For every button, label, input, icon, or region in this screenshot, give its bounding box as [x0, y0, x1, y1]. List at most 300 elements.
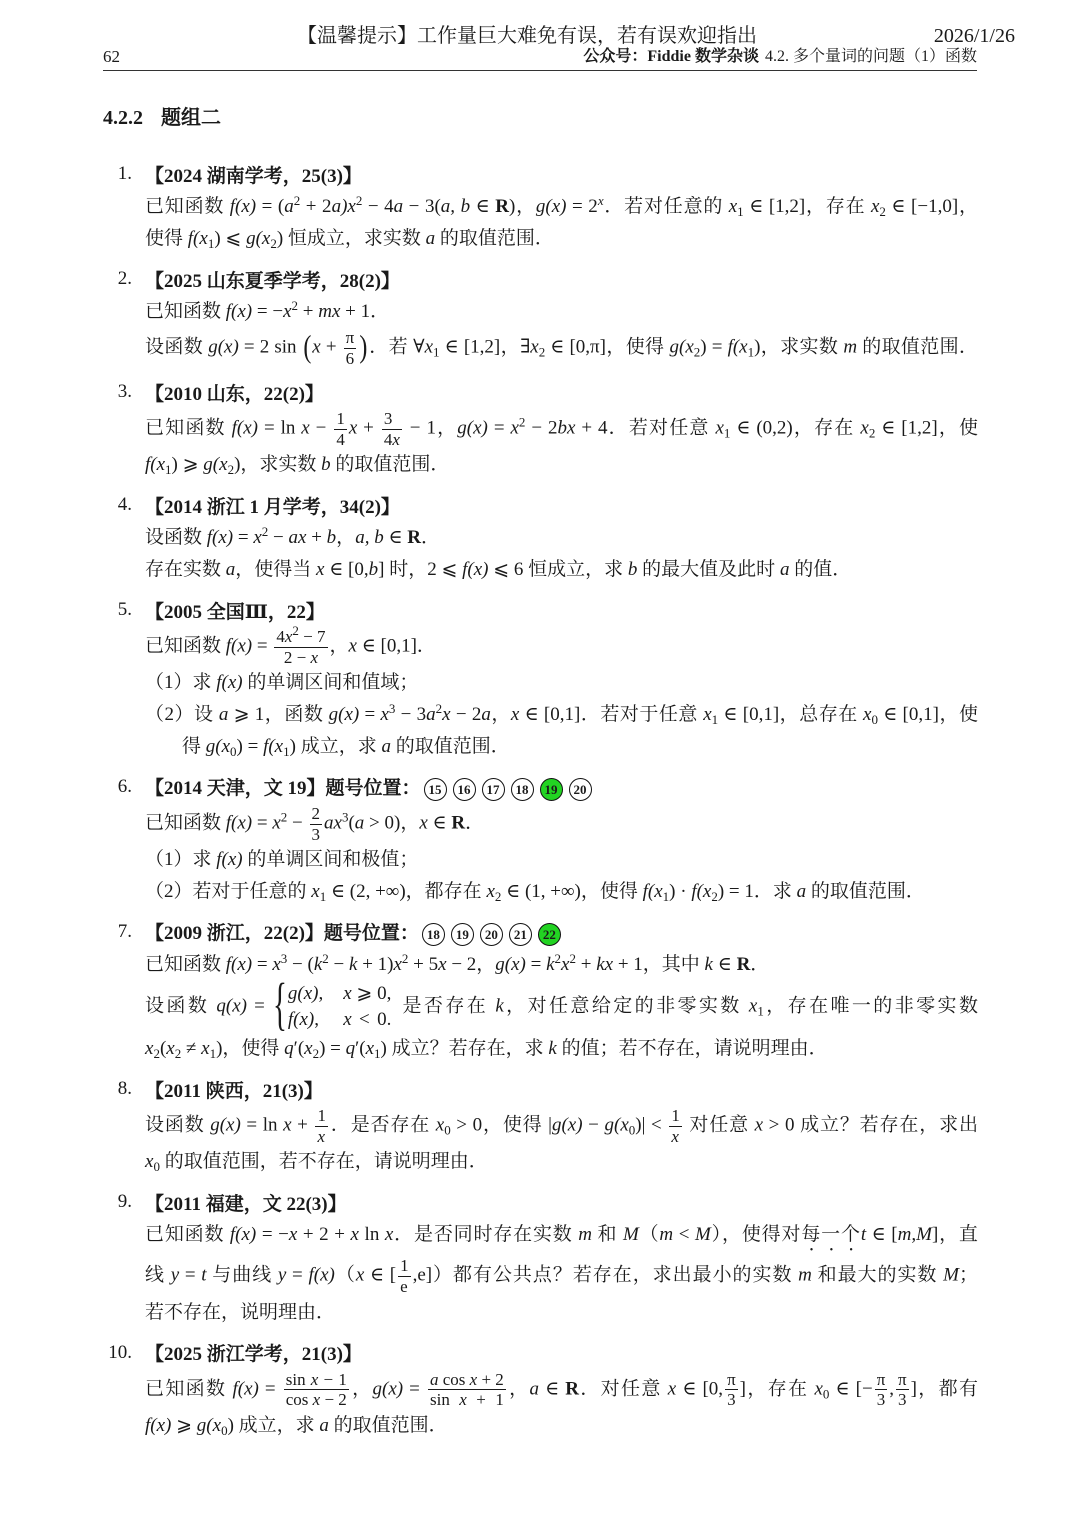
- problem-source: [145, 1076, 323, 1103]
- problem-header-row: [103, 1336, 977, 1370]
- text-run: ∈: [539, 1377, 566, 1399]
- text-run: = ln: [240, 1114, 284, 1136]
- text-run: ，对任意给定的非零实数: [503, 995, 749, 1017]
- fraction: [315, 1106, 328, 1146]
- problem-item: [103, 593, 977, 763]
- subscript: 2: [868, 425, 876, 441]
- text-run: −: [287, 812, 308, 834]
- problem-text-line: [145, 1297, 978, 1329]
- cases-condition: [323, 1007, 391, 1033]
- text-run: = (: [256, 196, 285, 217]
- text-run: − 2: [525, 417, 558, 439]
- problem-text-line: [145, 296, 978, 328]
- math-italic: b: [368, 559, 379, 581]
- math-italic: k: [495, 995, 504, 1017]
- circled-number: 20: [569, 778, 592, 801]
- text-run: − (: [287, 954, 314, 976]
- problem-header-row: [103, 375, 977, 409]
- text-run: =: [252, 635, 273, 657]
- text-run: +: [306, 527, 327, 549]
- text-run: ∈ [0,1]，使: [877, 704, 978, 726]
- text-run: π: [727, 1369, 736, 1389]
- subscript: 2: [693, 344, 701, 360]
- math-italic: ax: [324, 812, 342, 834]
- math-italic: x: [728, 196, 738, 217]
- math-italic: f(x): [145, 1414, 172, 1436]
- text-run: ′(: [355, 1038, 366, 1060]
- text-run: ，: [507, 1377, 530, 1399]
- math-italic: g(x): [287, 983, 319, 1005]
- fraction-denominator: [896, 1390, 909, 1410]
- subscript: 0: [221, 1422, 228, 1438]
- problem-text-line: [145, 554, 978, 586]
- text-run: )，求实数: [754, 336, 844, 358]
- text-run: 的最大值及此时: [637, 559, 780, 581]
- math-italic: x: [348, 635, 357, 657]
- subscript: 2: [494, 889, 502, 905]
- math-italic: a, b: [440, 196, 471, 217]
- math-italic: x: [365, 1038, 375, 1060]
- text-run: 的取值范围．: [435, 228, 554, 249]
- math-italic: x: [510, 417, 519, 439]
- problem-text-line: [145, 1219, 978, 1256]
- text-run: π: [345, 328, 355, 347]
- text-run: ⩾: [171, 1414, 197, 1436]
- math-italic: g(x): [457, 417, 488, 439]
- text-run: 的取值范围．: [806, 881, 925, 903]
- subscript: 0: [871, 712, 878, 728]
- text-run: −: [268, 527, 289, 549]
- text-run: ∈ [0,: [324, 559, 369, 581]
- text-run: ) 恒成立，求实数: [276, 228, 426, 249]
- fraction: [284, 1370, 349, 1410]
- text-run: − 2，: [446, 954, 496, 976]
- text-run: 得: [182, 736, 206, 758]
- text-run: + 1．: [340, 301, 390, 322]
- text-run: 的取值范围．: [328, 1414, 448, 1436]
- math-italic: f(x): [229, 196, 257, 217]
- problem-header-row: [103, 262, 977, 296]
- text-run: 3: [383, 409, 393, 429]
- text-run: − 3: [395, 704, 427, 726]
- text-run: ∈ [1,2]，∃: [439, 336, 531, 358]
- problem-text-line: [145, 623, 978, 667]
- math-italic: y: [277, 1264, 287, 1286]
- text-run: 设函数: [145, 527, 207, 549]
- text-run: ．是否同时存在实数: [393, 1224, 579, 1246]
- text-run: ) 成立，求: [289, 736, 382, 758]
- text-run: 【2011 福建，文 22(3)】: [145, 1193, 347, 1215]
- problem-text-line: [145, 449, 978, 481]
- math-italic: t: [201, 1264, 207, 1286]
- math-italic: m,M: [897, 1224, 932, 1246]
- math-italic: a: [796, 881, 807, 903]
- text-run: ，存在唯一的非零实数: [763, 995, 978, 1017]
- text-run: − 7: [298, 627, 326, 647]
- text-run: ．是否存在: [329, 1114, 436, 1136]
- text-run: 4: [336, 429, 345, 449]
- text-run: ∈ (0,2)，存在: [730, 417, 861, 439]
- problem-number: 1.: [117, 163, 132, 184]
- piecewise-cases: [273, 971, 392, 1037]
- text-run: 已知函数: [145, 301, 226, 322]
- text-run: + 2: [300, 196, 332, 217]
- text-run: 1: [317, 1106, 326, 1126]
- text-run: =: [359, 704, 381, 726]
- superscript: 3: [388, 701, 396, 717]
- superscript: 3: [280, 951, 288, 967]
- math-bold: R: [736, 954, 751, 976]
- text-run: sin: [430, 1390, 460, 1410]
- circled-number: 18: [422, 923, 445, 946]
- page-number: 62: [103, 47, 120, 66]
- problem-header-row: [103, 1185, 977, 1219]
- math-italic: y: [170, 1264, 180, 1286]
- math-italic: x: [284, 627, 293, 647]
- fraction-denominator: [428, 1390, 506, 1410]
- section-number: 4.2.2: [103, 107, 143, 129]
- subscript: 1: [319, 889, 327, 905]
- problem-text-line: [145, 1410, 978, 1442]
- superscript: 2: [322, 951, 329, 967]
- problem-source: [145, 773, 595, 801]
- subscript: 2: [227, 462, 235, 478]
- fraction-numerator: [284, 1370, 349, 1391]
- problem-source: [145, 1189, 347, 1216]
- math-italic: x: [814, 1377, 823, 1399]
- text-run: ∈ (2, +∞)，都存在: [326, 881, 487, 903]
- text-run: )，求实数: [234, 454, 322, 476]
- circled-number: 15: [424, 778, 447, 801]
- fraction-numerator: [896, 1370, 909, 1391]
- fraction-numerator: [334, 409, 347, 430]
- left-brace: {: [273, 971, 287, 1037]
- text-run: ⩾ 0,: [351, 983, 392, 1005]
- math-italic: x: [166, 1038, 175, 1060]
- subscript: 1: [433, 344, 440, 360]
- math-italic: M: [695, 1224, 711, 1246]
- problem-item: [103, 157, 977, 255]
- text-run: =: [247, 995, 273, 1017]
- math-bold: R: [451, 812, 466, 834]
- fraction-numerator: [274, 623, 327, 648]
- circled-number: 21: [509, 923, 532, 946]
- math-italic: a: [381, 736, 391, 758]
- text-run: )| <: [635, 1114, 668, 1136]
- fraction: [334, 409, 347, 449]
- subscript: 1: [207, 235, 215, 251]
- text-run: −: [309, 417, 333, 439]
- math-italic: q: [284, 1038, 294, 1060]
- text-run: cos: [285, 1390, 313, 1410]
- math-italic: f(x): [229, 1224, 257, 1246]
- math-italic: x: [316, 559, 325, 581]
- text-run: ∈ [: [364, 1264, 397, 1286]
- problem-text-line: [145, 971, 978, 1037]
- fraction-numerator: [382, 409, 402, 430]
- fraction: [310, 804, 323, 844]
- superscript: 2: [554, 951, 562, 967]
- problem-text-line: [145, 409, 978, 449]
- text-run: + 1): [357, 954, 394, 976]
- math-italic: x: [288, 1224, 298, 1246]
- subscript: 1: [723, 425, 731, 441]
- text-run: 3: [898, 1390, 907, 1410]
- fraction-denominator: [398, 1277, 411, 1297]
- math-italic: f(x: [642, 881, 663, 903]
- text-run: ⩽ 6 恒成立，求: [488, 559, 628, 581]
- math-italic: x: [435, 1114, 445, 1136]
- text-run: 的取值范围，若不存在，请说明理由．: [159, 1151, 488, 1173]
- math-italic: k: [546, 954, 555, 976]
- cases-row: [288, 1007, 391, 1033]
- circled-number: 17: [482, 778, 505, 801]
- math-italic: x: [419, 812, 428, 834]
- problem-text-line: [145, 699, 978, 731]
- subscript: 0: [230, 744, 237, 760]
- text-run: ∈ [1,2]，存在: [743, 196, 871, 217]
- text-run: + 2 +: [297, 1224, 351, 1246]
- text-run: 设函数: [145, 995, 217, 1017]
- problem-source: [145, 379, 324, 406]
- math-italic: x: [530, 336, 539, 358]
- text-run: 【2024 湖南学考，25(3)】: [145, 165, 362, 187]
- superscript: 2: [401, 951, 409, 967]
- math-italic: q: [345, 1038, 356, 1060]
- text-run: ；: [958, 1264, 978, 1286]
- text-run: 【2014 浙江 1 月学考，34(2)】: [145, 496, 400, 518]
- text-run: ) ⩾: [171, 454, 204, 476]
- text-run: − 2: [320, 1390, 347, 1410]
- math-italic: x: [561, 954, 570, 976]
- problem-text-line: [145, 1106, 978, 1146]
- text-run: 使得: [145, 228, 188, 249]
- text-run: ，: [329, 635, 349, 657]
- math-italic: f(x): [308, 1264, 335, 1286]
- problem-text-line: [145, 223, 978, 255]
- text-run: ∈ [−: [829, 1377, 873, 1399]
- text-run: > 0)，: [364, 812, 420, 834]
- text-run: > 0 成立？若存在，求出: [763, 1114, 978, 1136]
- math-italic: x: [355, 1264, 365, 1286]
- math-italic: a, b: [355, 527, 384, 549]
- subscript: 2: [312, 1046, 320, 1062]
- text-run: 若不存在，说明理由．: [145, 1301, 336, 1323]
- math-italic: q(x): [216, 995, 247, 1017]
- fraction-denominator: [875, 1390, 888, 1410]
- subscript: 1: [757, 1003, 764, 1019]
- text-run: cos: [438, 1369, 470, 1389]
- math-italic: x: [301, 417, 310, 439]
- math-italic: g(x: [205, 736, 231, 758]
- text-run: 的取值范围．: [390, 736, 510, 758]
- text-run: =: [525, 954, 547, 976]
- text-run: 2 −: [283, 647, 311, 667]
- text-run: +: [575, 954, 597, 976]
- math-italic: x: [145, 1151, 154, 1173]
- chapter-title: 4.2. 多个量词的问题（1）函数: [764, 48, 977, 65]
- text-run: 已知函数: [145, 954, 226, 976]
- text-run: ) ·: [669, 881, 692, 903]
- text-run: ′(: [293, 1038, 305, 1060]
- text-run: 的值．: [789, 559, 852, 581]
- math-italic: k: [313, 954, 323, 976]
- text-run: ∈ [0,π]，使得: [545, 336, 670, 358]
- text-run: = ln: [258, 417, 302, 439]
- math-italic: t: [860, 1224, 867, 1246]
- text-run: （1）求: [145, 672, 217, 694]
- fraction-denominator: [669, 1127, 682, 1147]
- math-italic: x: [343, 1009, 352, 1031]
- text-run: ．: [465, 812, 485, 834]
- fraction-denominator: [310, 825, 323, 845]
- math-italic: x: [671, 1126, 679, 1146]
- circled-number: 20: [480, 923, 503, 946]
- math-italic: g(x): [372, 1377, 404, 1399]
- math-italic: x: [312, 1390, 321, 1410]
- math-italic: a: [393, 196, 404, 217]
- text-run: 是否存在: [395, 995, 496, 1017]
- text-run: ，: [490, 704, 511, 726]
- header-rule: [103, 70, 977, 71]
- text-run: （1）求: [145, 849, 217, 871]
- math-italic: x: [392, 429, 400, 449]
- problem-header-row: [103, 593, 977, 627]
- text-run: ) 成立？若存在，求: [380, 1038, 549, 1060]
- text-run: +: [291, 1114, 314, 1136]
- math-italic: f(x): [206, 527, 234, 549]
- fraction-numerator: [669, 1106, 682, 1127]
- text-run: 设函数: [145, 1114, 211, 1136]
- text-run: ），使得对: [710, 1224, 802, 1246]
- text-run: + 2: [477, 1369, 504, 1389]
- text-run: ,e]）都有公共点？若存在，求出最小的实数: [412, 1264, 799, 1286]
- math-italic: g(x: [203, 454, 228, 476]
- math-italic: a: [425, 228, 436, 249]
- text-run: − 2: [450, 704, 482, 726]
- subscript: 1: [737, 203, 744, 219]
- circled-number: 19: [451, 923, 474, 946]
- text-run: sin: [285, 1369, 311, 1389]
- fraction-numerator: [344, 328, 357, 349]
- math-italic: x: [715, 417, 724, 439]
- text-run: 设函数: [145, 336, 209, 358]
- text-run: 2: [311, 804, 321, 824]
- text-run: + 1: [466, 1390, 504, 1410]
- text-run: ．: [421, 527, 441, 549]
- math-italic: m: [659, 1224, 674, 1246]
- math-italic: bx: [557, 417, 576, 439]
- text-run: − 3(: [403, 196, 441, 217]
- math-italic: b: [326, 527, 337, 549]
- text-run: ，使得当: [235, 559, 317, 581]
- problem-number: 3.: [117, 381, 132, 403]
- math-italic: f(x): [231, 417, 259, 439]
- math-italic: x: [424, 336, 434, 358]
- math-italic: x: [343, 983, 352, 1005]
- math-italic: x: [253, 527, 262, 549]
- fraction-denominator: [725, 1390, 738, 1410]
- emphasis-text: 每一个: [801, 1224, 861, 1246]
- text-run: 已知函数: [145, 1377, 233, 1399]
- problem-source: [145, 161, 362, 188]
- problem-item: [103, 1072, 977, 1178]
- subscript: 0: [153, 1159, 160, 1175]
- text-run: ．: [750, 954, 770, 976]
- text-run: 6: [345, 348, 355, 368]
- math-italic: M: [622, 1224, 639, 1246]
- math-italic: x: [393, 954, 402, 976]
- text-run: ,: [314, 1009, 320, 1031]
- math-italic: a: [529, 1377, 539, 1399]
- text-run: )，: [508, 196, 536, 217]
- text-run: 已知函数: [145, 196, 230, 217]
- subscript: 2: [879, 203, 886, 219]
- fraction: [725, 1370, 738, 1410]
- text-run: 已知函数: [145, 812, 226, 834]
- math-italic: x: [311, 881, 320, 903]
- problem-source: [145, 597, 325, 624]
- math-italic: x: [863, 704, 872, 726]
- text-run: 的取值范围．: [330, 454, 450, 476]
- subscript: 1: [209, 1046, 217, 1062]
- subscript: 1: [662, 889, 670, 905]
- math-italic: x: [350, 1224, 359, 1246]
- problem-text-line: [145, 328, 978, 368]
- math-italic: k: [349, 954, 358, 976]
- math-italic: x: [703, 704, 712, 726]
- math-italic: x: [312, 336, 321, 358]
- text-run: =: [252, 954, 273, 976]
- text-run: 【2014 天津，文 19】题号位置：: [145, 778, 421, 800]
- math-italic: a: [218, 704, 229, 726]
- math-italic: x: [272, 812, 281, 834]
- text-run: ∈ [: [866, 1224, 898, 1246]
- math-italic: f(x): [462, 559, 489, 581]
- text-run: ∈: [712, 954, 737, 976]
- cases-row: [288, 981, 391, 1007]
- problem-source: [145, 1339, 362, 1366]
- subscript: 0: [628, 1122, 636, 1138]
- math-italic: f(x): [225, 635, 253, 657]
- text-run: > 0，使得 |: [450, 1114, 552, 1136]
- subscript: 0: [822, 1385, 830, 1401]
- problem-text-line: [145, 804, 978, 844]
- subscript: 2: [153, 1046, 160, 1062]
- text-run: ⩾ 1，函数: [228, 704, 329, 726]
- text-run: =: [286, 1264, 309, 1286]
- highlighted-circled-number: 19: [540, 778, 563, 801]
- text-run: ，: [350, 1377, 373, 1399]
- problem-item: [103, 770, 977, 908]
- subscript: 1: [165, 462, 172, 478]
- math-italic: x: [348, 417, 358, 439]
- math-italic: f(x): [225, 954, 253, 976]
- math-italic: m: [578, 1224, 592, 1246]
- text-run: )，使得: [216, 1038, 285, 1060]
- problem-source: [145, 492, 400, 519]
- text-run: ,: [318, 983, 324, 1005]
- problem-header-row: [103, 1072, 977, 1106]
- problem-text-line: [182, 731, 978, 763]
- subscript: 2: [174, 1046, 182, 1062]
- text-run: ，: [336, 527, 356, 549]
- math-bold: R: [407, 527, 421, 549]
- account-name: 公众号：Fiddie 数学杂谈: [583, 48, 759, 65]
- fraction-denominator: [274, 648, 327, 668]
- superscript: 2: [291, 297, 299, 313]
- text-run: ) 成立，求: [227, 1414, 320, 1436]
